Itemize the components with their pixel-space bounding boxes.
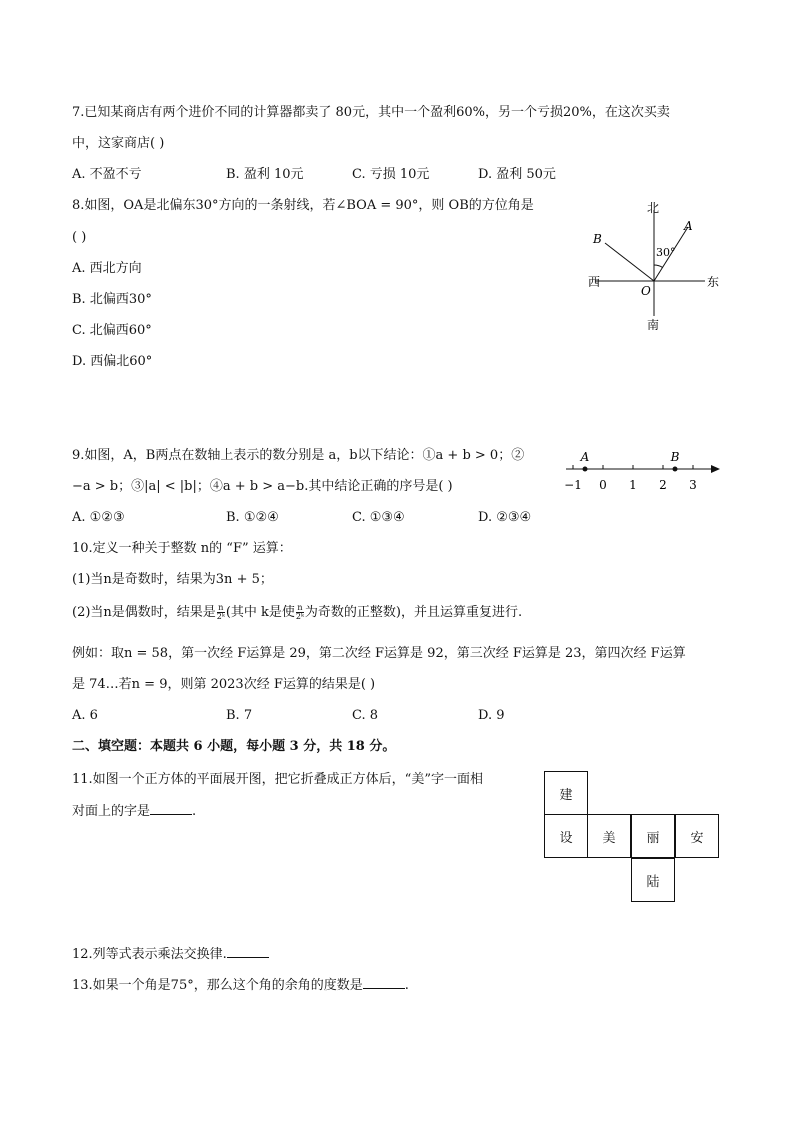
q7-option-c: C. 亏损 10元 xyxy=(352,167,430,182)
tick-label: −1 xyxy=(564,478,582,492)
q9-text-line2: −a > b；③|a| < |b|；④a + b > a−b.其中结论正确的序号是( ) xyxy=(72,479,453,494)
net-cell-lu: 陆 xyxy=(631,858,675,902)
fraction-n-over-2k: $\frac{n}{\text{2ᵏ}}$ xyxy=(216,603,225,621)
q10-option-a: A. 6 xyxy=(72,708,98,723)
q7-text-line1: 7.已知某商店有两个进价不同的计算器都卖了 80元，其中一个盈利60%，另一个亏损20%，在这次买卖 xyxy=(72,105,670,120)
tick-label: 2 xyxy=(659,478,667,492)
point-b-label: B xyxy=(593,232,602,246)
answer-blank[interactable] xyxy=(363,976,405,989)
net-cell-an: 安 xyxy=(675,814,719,858)
net-cell-li: 丽 xyxy=(631,814,675,858)
q9-option-c: C. ①③④ xyxy=(352,510,405,525)
q8-option-c: C. 北偏西60° xyxy=(72,323,152,338)
q11-text-line2: 对面上的字是 . xyxy=(72,804,197,819)
angle-label: 30° xyxy=(656,246,676,259)
east-label: 东 xyxy=(707,275,720,289)
compass-figure xyxy=(580,196,730,341)
q10-example-line1: 例如：取n = 58，第一次经 F运算是 29，第二次经 F运算是 92，第三次经 F运算是 23，第四次经 F运算 xyxy=(72,646,686,661)
q8-text-line1: 8.如图，OA是北偏东30°方向的一条射线，若∠BOA = 90°，则 OB的方位角是 xyxy=(72,198,534,213)
q10-option-c: C. 8 xyxy=(352,708,379,723)
q10-case2-mid: (其中 k是使 xyxy=(225,605,295,620)
q8-option-a: A. 西北方向 xyxy=(72,261,142,276)
q8-text-line2: ( ) xyxy=(72,230,87,245)
point-a-dot xyxy=(583,467,588,472)
south-label: 南 xyxy=(647,318,660,332)
point-b-dot xyxy=(673,467,678,472)
answer-blank[interactable] xyxy=(227,945,269,958)
point-a-label: A xyxy=(580,450,590,464)
q8-option-d: D. 西偏北60° xyxy=(72,354,153,369)
q7-option-a: A. 不盈不亏 xyxy=(72,167,142,182)
q9-option-d: D. ②③④ xyxy=(478,510,532,525)
q10-case2-post: 为奇数的正整数)，并且运算重复进行. xyxy=(304,605,523,620)
tick-label: 3 xyxy=(689,478,697,492)
q12-text: 12.列等式表示乘法交换律. xyxy=(72,945,269,964)
q11-text-line1: 11.如图一个正方体的平面展开图，把它折叠成正方体后，“美”字一面相 xyxy=(72,772,483,787)
north-label: 北 xyxy=(647,201,660,215)
tick-label: 0 xyxy=(599,478,607,492)
q7-text-line2: 中，这家商店( ) xyxy=(72,136,165,151)
q10-case2 xyxy=(72,604,522,622)
q13-text: 13.如果一个角是75°，那么这个角的余角的度数是 . xyxy=(72,978,409,993)
number-line-figure xyxy=(558,443,728,495)
section-heading-fill-in: 二、填空题：本题共 6 小题，每小题 3 分，共 18 分。 xyxy=(72,739,396,754)
q8-option-b: B. 北偏西30° xyxy=(72,292,152,307)
origin-label: O xyxy=(641,284,651,298)
net-cell-jian: 建 xyxy=(544,771,588,815)
q10-example-line2: 是 74…若n = 9，则第 2023次经 F运算的结果是( ) xyxy=(72,677,376,692)
q7-option-d: D. 盈利 50元 xyxy=(478,167,556,182)
angle-arc xyxy=(654,265,663,267)
fraction-n-over-2k-second: $\frac{n}{\text{2ᵏ}}$ xyxy=(295,603,304,621)
q10-option-d: D. 9 xyxy=(478,708,505,723)
point-a-label: A xyxy=(684,219,693,233)
cube-net xyxy=(544,771,720,903)
axis-arrow xyxy=(711,465,720,473)
q10-text-line1: 10.定义一种关于整数 n的 “F” 运算： xyxy=(72,541,292,556)
point-b-label: B xyxy=(670,450,680,464)
net-cell-mei: 美 xyxy=(587,814,631,858)
tick-label: 1 xyxy=(629,478,637,492)
q10-case1: (1)当n是奇数时，结果为3n + 5； xyxy=(72,572,273,587)
q10-option-b: B. 7 xyxy=(226,708,253,723)
q10-case2-pre: (2)当n是偶数时，结果是 xyxy=(72,605,216,620)
q7-option-b: B. 盈利 10元 xyxy=(226,167,304,182)
q9-text-line1: 9.如图，A，B两点在数轴上表示的数分别是 a，b以下结论：①a + b > 0；② xyxy=(72,448,525,463)
ray-ob xyxy=(605,243,654,281)
west-label: 西 xyxy=(588,275,601,289)
answer-blank[interactable] xyxy=(150,802,192,815)
q9-option-b: B. ①②④ xyxy=(226,510,279,525)
q9-option-a: A. ①②③ xyxy=(72,510,125,525)
net-cell-she: 设 xyxy=(544,814,588,858)
